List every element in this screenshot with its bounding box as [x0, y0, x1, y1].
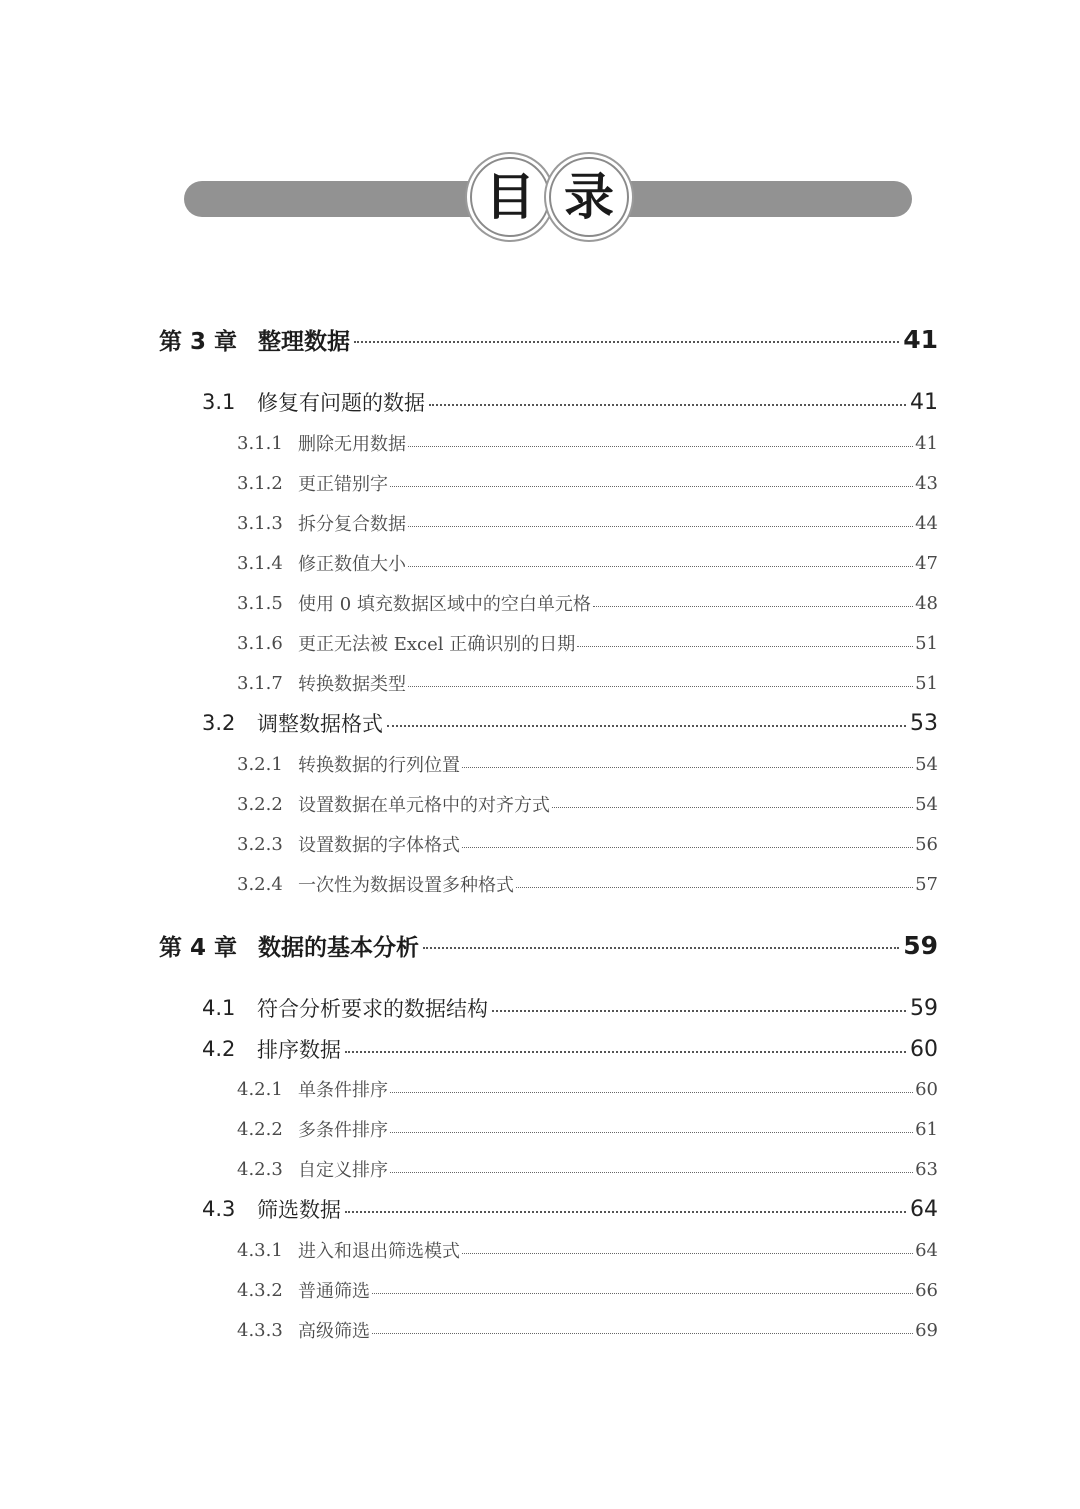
page-number: 41	[915, 432, 938, 454]
dot-leader	[345, 1211, 906, 1213]
dot-leader	[408, 446, 913, 447]
subsection-title: 更正错别字	[298, 474, 388, 495]
subsection-number: 4.2.3	[237, 1158, 283, 1180]
toc-subsection-3-1-4[interactable]	[237, 548, 938, 578]
chapter-number: 第 3 章	[159, 328, 238, 355]
dot-leader	[552, 807, 913, 808]
subsection-title: 设置数据在单元格中的对齐方式	[298, 795, 550, 816]
toc-section-4-2[interactable]	[202, 1032, 938, 1066]
page-number: 48	[915, 592, 938, 614]
toc-subsection-4-2-3[interactable]	[237, 1154, 938, 1184]
subsection-title: 多条件排序	[298, 1120, 388, 1141]
dot-leader	[408, 686, 913, 687]
dot-leader	[516, 887, 913, 888]
toc-subsection-3-2-1[interactable]	[237, 749, 938, 779]
dot-leader	[423, 947, 899, 949]
section-title: 修复有问题的数据	[257, 391, 425, 415]
subsection-number: 4.3.1	[237, 1239, 283, 1261]
section-number: 4.1	[202, 996, 236, 1020]
title-char-2: 录	[564, 167, 614, 226]
dot-leader	[354, 341, 899, 343]
subsection-number: 3.1.1	[237, 432, 283, 454]
subsection-number: 4.2.2	[237, 1118, 283, 1140]
dot-leader	[372, 1333, 913, 1334]
toc-section-4-1[interactable]	[202, 991, 938, 1025]
subsection-number: 4.3.3	[237, 1319, 283, 1341]
chapter-number: 第 4 章	[159, 934, 238, 961]
toc-subsection-4-2-2[interactable]	[237, 1114, 938, 1144]
toc-subsection-3-1-5[interactable]	[237, 588, 938, 618]
subsection-number: 3.1.6	[237, 632, 283, 654]
section-number: 4.2	[202, 1037, 236, 1061]
toc-subsection-3-1-1[interactable]	[237, 428, 938, 458]
section-title: 筛选数据	[257, 1198, 341, 1222]
dot-leader	[429, 404, 906, 406]
subsection-number: 3.1.7	[237, 672, 283, 694]
toc-section-3-2[interactable]	[202, 706, 938, 740]
toc-subsection-4-3-3[interactable]	[237, 1315, 938, 1345]
subsection-title: 转换数据类型	[298, 674, 406, 695]
subsection-title: 进入和退出筛选模式	[298, 1241, 460, 1262]
subsection-number: 3.2.4	[237, 873, 283, 895]
subsection-number: 3.1.3	[237, 512, 283, 534]
page-number: 51	[915, 632, 938, 654]
subsection-number: 3.1.5	[237, 592, 283, 614]
page-number: 54	[915, 793, 938, 815]
page-number: 43	[915, 472, 938, 494]
section-number: 4.3	[202, 1197, 236, 1221]
page-number: 63	[915, 1158, 938, 1180]
dot-leader	[593, 606, 913, 607]
subsection-title: 自定义排序	[298, 1160, 388, 1181]
toc-subsection-3-1-2[interactable]	[237, 468, 938, 498]
toc-subsection-3-1-7[interactable]	[237, 668, 938, 698]
page-number: 41	[910, 389, 938, 415]
dot-leader	[408, 566, 913, 567]
dot-leader	[345, 1051, 906, 1053]
subsection-title: 更正无法被 Excel 正确识别的日期	[298, 634, 576, 655]
dot-leader	[387, 725, 906, 727]
toc-subsection-4-3-2[interactable]	[237, 1275, 938, 1305]
page-number: 51	[915, 672, 938, 694]
title-char-circle-1	[470, 157, 550, 237]
subsection-title: 修正数值大小	[298, 554, 406, 575]
page-number: 66	[915, 1279, 938, 1301]
toc-subsection-3-2-4[interactable]	[237, 869, 938, 899]
dot-leader	[390, 1092, 913, 1093]
dot-leader	[408, 526, 913, 527]
section-title: 调整数据格式	[257, 712, 383, 736]
subsection-title: 高级筛选	[298, 1321, 370, 1342]
section-title: 排序数据	[257, 1038, 341, 1062]
dot-leader	[390, 486, 913, 487]
page-number: 47	[915, 552, 938, 574]
toc-section-4-3[interactable]	[202, 1192, 938, 1226]
dot-leader	[577, 646, 913, 647]
chapter-title: 数据的基本分析	[258, 934, 419, 961]
page-number: 61	[915, 1118, 938, 1140]
subsection-number: 4.2.1	[237, 1078, 283, 1100]
section-number: 3.1	[202, 390, 236, 414]
dot-leader	[462, 767, 913, 768]
subsection-title: 使用 0 填充数据区域中的空白单元格	[298, 594, 591, 615]
toc-chapter-3[interactable]	[159, 319, 938, 359]
page-number: 59	[903, 930, 938, 960]
subsection-number: 3.2.3	[237, 833, 283, 855]
page-number: 56	[915, 833, 938, 855]
page-number: 41	[903, 324, 938, 354]
subsection-title: 单条件排序	[298, 1080, 388, 1101]
subsection-number: 3.1.2	[237, 472, 283, 494]
section-number: 3.2	[202, 711, 236, 735]
toc-subsection-4-2-1[interactable]	[237, 1074, 938, 1104]
section-title: 符合分析要求的数据结构	[257, 997, 488, 1021]
subsection-number: 3.2.1	[237, 753, 283, 775]
toc-subsection-3-1-3[interactable]	[237, 508, 938, 538]
page-number: 44	[915, 512, 938, 534]
page-number: 64	[915, 1239, 938, 1261]
page-number: 59	[910, 995, 938, 1021]
dot-leader	[372, 1293, 913, 1294]
chapter-title: 整理数据	[258, 328, 350, 355]
title-char-1: 目	[485, 167, 535, 226]
page-number: 57	[915, 873, 938, 895]
subsection-number: 3.2.2	[237, 793, 283, 815]
dot-leader	[462, 1253, 913, 1254]
dot-leader	[462, 847, 913, 848]
dot-leader	[492, 1010, 906, 1012]
subsection-title: 删除无用数据	[298, 434, 406, 455]
page-number: 69	[915, 1319, 938, 1341]
toc-subsection-4-3-1[interactable]	[237, 1235, 938, 1265]
subsection-number: 4.3.2	[237, 1279, 283, 1301]
page-number: 54	[915, 753, 938, 775]
toc-section-3-1[interactable]	[202, 385, 938, 419]
toc-chapter-4[interactable]	[159, 925, 938, 965]
page-number: 60	[915, 1078, 938, 1100]
title-char-circle-2	[549, 157, 629, 237]
subsection-number: 3.1.4	[237, 552, 283, 574]
dot-leader	[390, 1132, 913, 1133]
subsection-title: 一次性为数据设置多种格式	[298, 875, 514, 896]
page-number: 53	[910, 710, 938, 736]
page-number: 64	[910, 1196, 938, 1222]
subsection-title: 普通筛选	[298, 1281, 370, 1302]
subsection-title: 设置数据的字体格式	[298, 835, 460, 856]
subsection-title: 转换数据的行列位置	[298, 755, 460, 776]
subsection-title: 拆分复合数据	[298, 514, 406, 535]
toc-subsection-3-2-2[interactable]	[237, 789, 938, 819]
dot-leader	[390, 1172, 913, 1173]
toc-subsection-3-2-3[interactable]	[237, 829, 938, 859]
page-number: 60	[910, 1036, 938, 1062]
toc-subsection-3-1-6[interactable]	[237, 628, 938, 658]
